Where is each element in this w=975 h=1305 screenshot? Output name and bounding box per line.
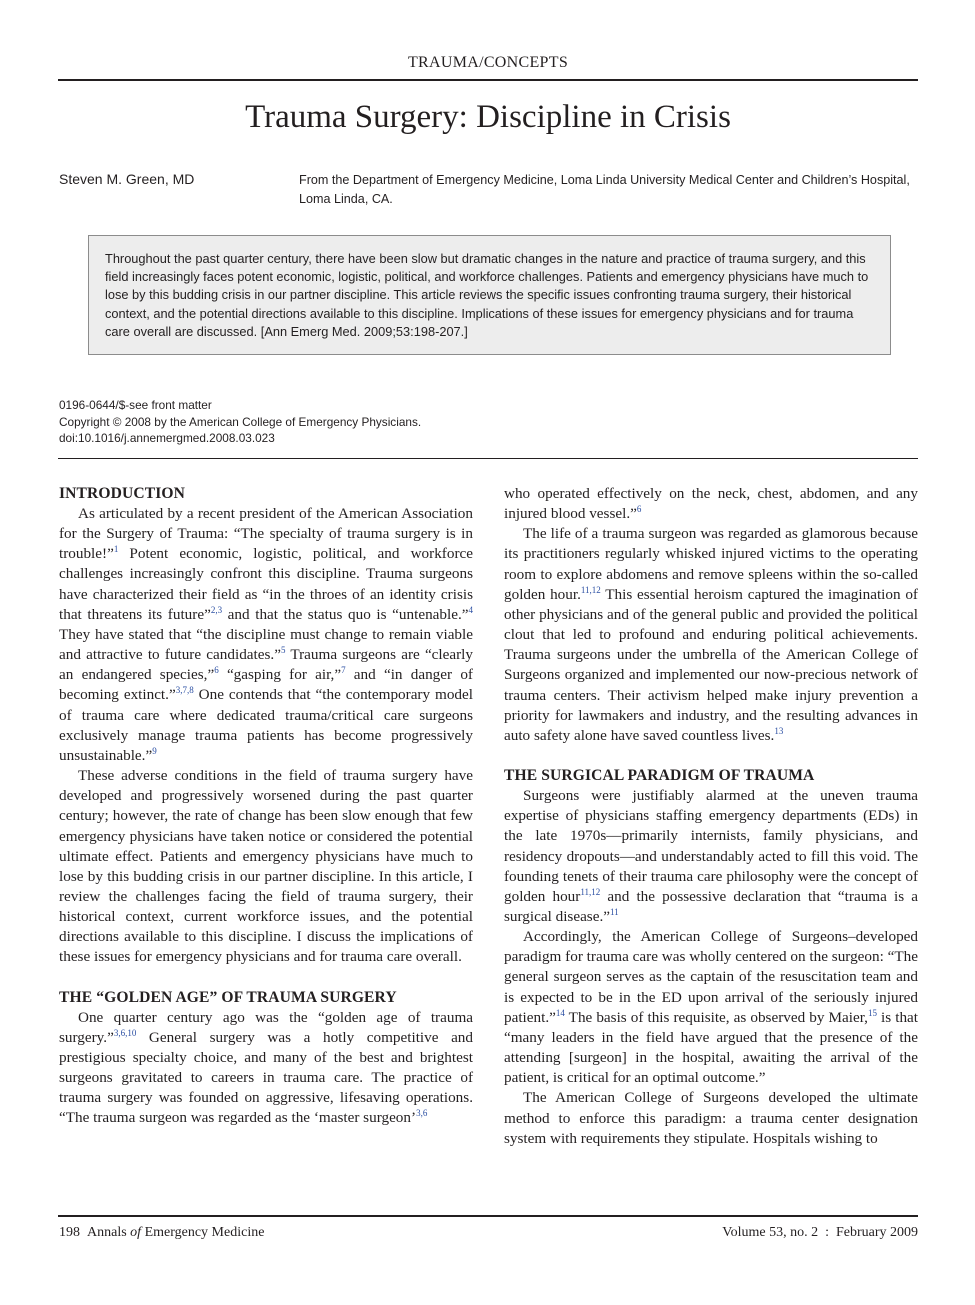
footer-rule — [58, 1215, 918, 1217]
paragraph-paradigm-3: The American College of Surgeons developed the ultimate method to enforce this paradigm: a trauma center designation system with requirements they stipulate. Hospitals wishing to — [504, 1089, 918, 1147]
section-label: TRAUMA/CONCEPTS — [407, 54, 569, 71]
paragraph-paradigm-1: Surgeons were justifiably alarmed at the uneven trauma expertise of physicians staffing emergency departments (EDs) in the late 1970s—primarily internists, family physicians, and residency dropouts—and understandably acted to fill this void. The founding tenets of their trauma care philosophy were the concept of golden hour$^{11,12}$ and the possessive declaration that “trauma is a surgical disease.”$^{11}$ — [504, 787, 918, 925]
paragraph-golden-2: The life of a trauma surgeon was regarded as glamorous because its practitioners regularly whisked injured victims to the operating room to explore abdomens and remove spleens within the so-called golden hour.$^{11,12}$ This essential heroism captured the imagination of other physicians and of the general public and provided the political clout that led to profound and enduring political achievements. Trauma surgeons under the umbrella of the American College of Surgeons organized and implemented our now-precious network of trauma centers. Their activism helped make injury prevention a priority for lawmakers and industry, and the resulting advances in auto safety alone have saved countless lives.$^{13}$ — [504, 525, 918, 744]
citation-ref[interactable]: 11,12 — [580, 886, 601, 897]
author-affiliation: From the Department of Emergency Medicine, Loma Linda University Medical Center and Children’s Hospital, Loma Linda, CA. — [299, 173, 910, 206]
citation-ref[interactable]: 4 — [468, 604, 473, 615]
author-name: Steven M. Green, MD — [59, 171, 195, 187]
citation-ref[interactable]: 1 — [113, 544, 119, 555]
citation-ref[interactable]: 6 — [214, 665, 219, 676]
paragraph-intro-2: These adverse conditions in the field of trauma surgery have developed and progressively worsened during the past quarter century; however, the rate of change has been slow enough that few emergency physicians have taken notice or considered the potential ultimate effect. Patients and emergency physicians have much to lose by this budding crisis in our partner discipline. In this article, I review the challenges facing the field of trauma surgery, their historical context, current workforce issues, and the potential directions available to this discipline. I discuss the implications of these issues for emergency physicians and for trauma care overall. — [59, 767, 473, 966]
abstract-box: Throughout the past quarter century, there have been slow but dramatic changes in the nature and practice of trauma surgery, and this field increasingly faces potent economic, logistic, political, and workforce challenges. Patients and emergency physicians have much to lose by this budding crisis in our partner discipline. This article reviews the specific issues confronting trauma surgery, their historical context, and the potential directions available to this discipline. Implications of these issues for emergency physicians and for trauma care overall are discussed. [Ann Emerg Med. 2009;53:198-207.] — [88, 235, 891, 355]
paragraph-golden-1: One quarter century ago was the “golden age of trauma surgery.”$^{3,6,10}$ General surgery was a hotly competitive and prestigious specialty choice, and many of the best and brightest surgeons gravitated to careers in trauma care. The practice of trauma surgery was founded on aggressive, lifesaving operations. “The trauma surgeon was regarded as the ‘master surgeon’$^{3,6}$ — [59, 1008, 473, 1127]
citation-ref[interactable]: 3,7,8 — [175, 685, 194, 696]
left-column — [59, 484, 473, 1129]
heading-introduction: INTRODUCTION — [59, 485, 185, 502]
citation-ref[interactable]: 14 — [555, 1007, 565, 1018]
citation-ref[interactable]: 11 — [610, 906, 619, 917]
footer-volume: Volume 53, no. 2 : February 2009 — [722, 1225, 918, 1240]
citation-ref[interactable]: 5 — [280, 645, 286, 656]
heading-surgical-paradigm: THE SURGICAL PARADIGM OF TRAUMA — [504, 767, 815, 785]
right-column — [504, 484, 918, 1149]
heading-golden-age: THE “GOLDEN AGE” OF TRAUMA SURGERY — [59, 988, 397, 1006]
citation-ref[interactable]: 15 — [867, 1007, 877, 1018]
issn-line: 0196-0644/$-see front matter — [59, 398, 212, 412]
doi-line: doi:10.1016/j.annemergmed.2008.03.023 — [59, 431, 275, 445]
citation-ref[interactable]: 11,12 — [580, 584, 601, 595]
footer-journal — [59, 1225, 264, 1241]
copyright-line: Copyright © 2008 by the American College of Emergency Physicians. — [59, 414, 422, 429]
paragraph-golden-1-cont: who operated effectively on the neck, chest, abdomen, and any injured blood vessel.”$^6$ — [504, 485, 918, 523]
citation-ref[interactable]: 3,6,10 — [113, 1027, 137, 1038]
citation-ref[interactable]: 9 — [152, 745, 157, 756]
paragraph-intro-1: As articulated by a recent president of the American Association for the Surgery of Trauma: “The specialty of trauma surgery is in trouble!”$^1$ Potent economic, logistic, political, and workforce challenges increasingly confront this discipline. Trauma surgeons have characterized their field as “in the throes of an identity crisis that threatens its future”$^{2,3}$ and that the status quo is “untenable.”$^4$ They have stated that “the discipline must change to remain viable and attractive to future candidates.”$^5$ Trauma surgeons are “clearly an endangered species,”$^6$ “gasping for air,”$^7$ and “in danger of becoming extinct.”$^{3,7,8}$ One contends that “the contemporary model of trauma care where dedicated trauma/critical care surgeons exclusively manage trauma patients has become progressively unsustainable.”$^9$ — [59, 505, 473, 764]
header-rule — [58, 79, 918, 81]
front-matter — [59, 397, 421, 447]
page-number: 198 — [59, 1225, 80, 1240]
journal-name-part: Annals — [87, 1225, 127, 1240]
front-matter-rule — [58, 458, 918, 459]
citation-ref[interactable]: 13 — [774, 725, 784, 736]
citation-ref[interactable]: 3,6 — [416, 1108, 428, 1119]
journal-name-of: of — [130, 1225, 142, 1240]
article-title: Trauma Surgery: Discipline in Crisis — [245, 99, 731, 135]
citation-ref[interactable]: 6 — [636, 504, 642, 515]
citation-ref[interactable]: 2,3 — [210, 604, 223, 615]
citation-ref[interactable]: 7 — [341, 665, 346, 676]
paragraph-paradigm-2: Accordingly, the American College of Surgeons–developed paradigm for trauma care was wholly centered on the surgeon: “The general surgeon serves as the captain of the resuscitation team and is expected to be in the ED upon arrival of the seriously injured patient.”$^{14}$ The basis of this requisite, as observed by Maier,$^{15}$ is that “many leaders in the field have argued that the presence of the attending [surgeon] in the hospital, awaiting the arrival of the patient, is critical for an optimal outcome.” — [504, 928, 919, 1087]
journal-name-part: Emergency Medicine — [144, 1225, 265, 1240]
